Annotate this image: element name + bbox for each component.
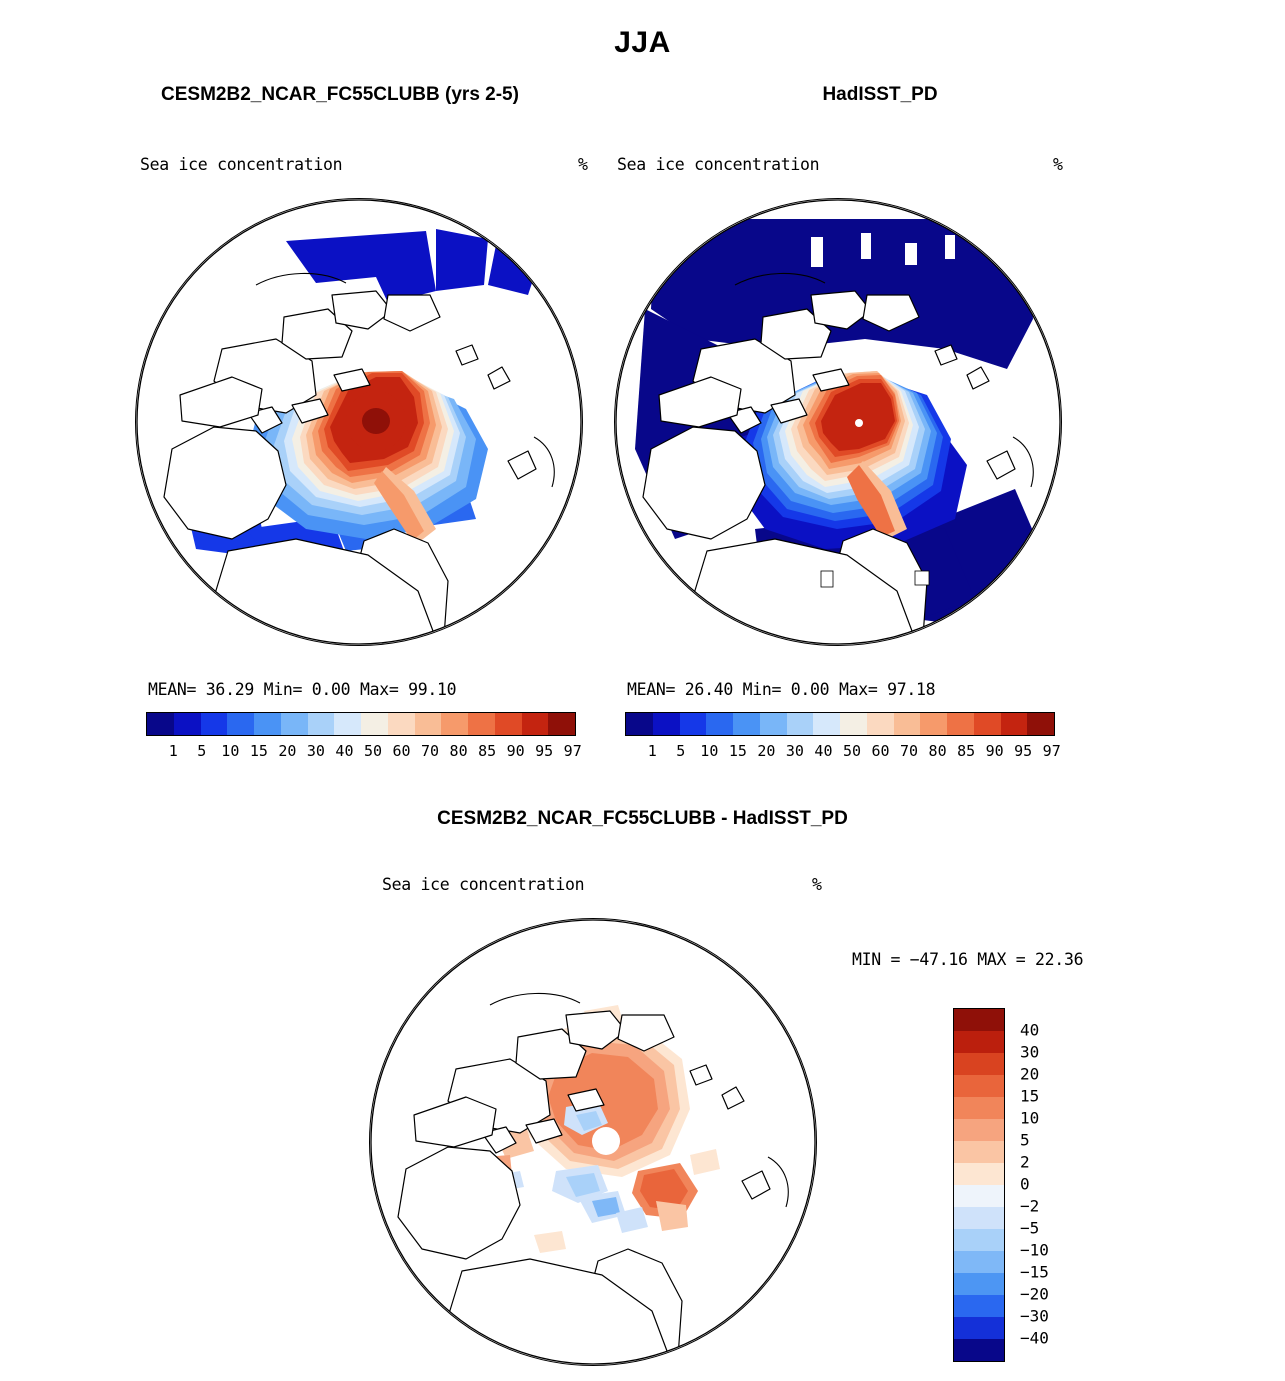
cbar-tick: 40: [335, 742, 354, 760]
cbar-tick: 90: [985, 742, 1004, 760]
cbar-tick: 30: [1020, 1042, 1040, 1062]
cbar-tick: 2: [1020, 1152, 1030, 1172]
cbar-tick: 20: [1020, 1064, 1040, 1084]
cbar-tick: 15: [249, 742, 268, 760]
panel-c-map-svg: [370, 919, 816, 1365]
panel-c-variable-label: Sea ice concentration: [382, 875, 585, 894]
panel-b-title: HadISST_PD: [822, 84, 938, 105]
panel-c-units-label: %: [812, 875, 822, 894]
panel-c-title: CESM2B2_NCAR_FC55CLUBB - HadISST_PD: [437, 808, 848, 829]
cbar-tick: 1: [647, 742, 657, 760]
cbar-tick: 20: [278, 742, 297, 760]
panel-b-units-label: %: [1053, 155, 1063, 174]
panel-a-stats: MEAN= 36.29 Min= 0.00 Max= 99.10: [148, 680, 457, 699]
cbar-tick: 60: [392, 742, 411, 760]
cbar-tick: 5: [197, 742, 207, 760]
cbar-tick: −15: [1020, 1262, 1049, 1282]
cbar-tick: 0: [1020, 1174, 1030, 1194]
cbar-tick: −5: [1020, 1218, 1040, 1238]
panel-c-colorbar: [953, 1008, 1005, 1362]
cbar-tick: −30: [1020, 1306, 1049, 1326]
panel-b-colorbar-labels: [638, 742, 1066, 760]
cbar-tick: −20: [1020, 1284, 1049, 1304]
cbar-tick: −40: [1020, 1328, 1049, 1348]
page-title: JJA: [614, 26, 671, 59]
cbar-tick: 97: [1042, 742, 1061, 760]
panel-a-variable-label: Sea ice concentration: [140, 155, 343, 174]
cbar-tick: 40: [814, 742, 833, 760]
cbar-tick: 70: [900, 742, 919, 760]
panel-a-map-svg: [136, 199, 582, 645]
cbar-tick: 70: [421, 742, 440, 760]
cbar-tick: 1: [168, 742, 178, 760]
cbar-tick: 95: [535, 742, 554, 760]
cbar-tick: 80: [928, 742, 947, 760]
cbar-tick: 40: [1020, 1020, 1040, 1040]
panel-b-map-svg: [615, 199, 1061, 645]
cbar-tick: 30: [306, 742, 325, 760]
cbar-tick: 50: [842, 742, 862, 760]
cbar-tick: 5: [1020, 1130, 1030, 1150]
cbar-tick: 30: [785, 742, 804, 760]
panel-a-title: CESM2B2_NCAR_FC55CLUBB (yrs 2-5): [161, 84, 519, 105]
panel-c-map: [369, 918, 817, 1366]
cbar-tick: −10: [1020, 1240, 1049, 1260]
cbar-tick: 10: [700, 742, 719, 760]
panel-a-colorbar-labels: [159, 742, 587, 760]
cbar-tick: 10: [1020, 1108, 1040, 1128]
cbar-tick: 97: [563, 742, 582, 760]
cbar-tick: 50: [363, 742, 383, 760]
cbar-tick: −2: [1020, 1196, 1040, 1216]
cbar-tick: 80: [449, 742, 468, 760]
panel-c-colorbar-labels: [1012, 1008, 1082, 1360]
panel-b-map: [614, 198, 1062, 646]
cbar-tick: 15: [728, 742, 747, 760]
panel-a-map: [135, 198, 583, 646]
cbar-tick: 85: [957, 742, 976, 760]
cbar-tick: 85: [478, 742, 497, 760]
panel-b-variable-label: Sea ice concentration: [617, 155, 820, 174]
cbar-tick: 90: [506, 742, 525, 760]
panel-b-stats: MEAN= 26.40 Min= 0.00 Max= 97.18: [627, 680, 936, 699]
cbar-tick: 5: [676, 742, 686, 760]
panel-b-colorbar: [625, 712, 1055, 736]
cbar-tick: 10: [221, 742, 240, 760]
cbar-tick: 95: [1014, 742, 1033, 760]
cbar-tick: 15: [1020, 1086, 1040, 1106]
cbar-tick: 60: [871, 742, 890, 760]
panel-a-units-label: %: [578, 155, 588, 174]
panel-c-stats: MIN = −47.16 MAX = 22.36: [852, 950, 1084, 969]
cbar-tick: 20: [757, 742, 776, 760]
panel-a-colorbar: [146, 712, 576, 736]
